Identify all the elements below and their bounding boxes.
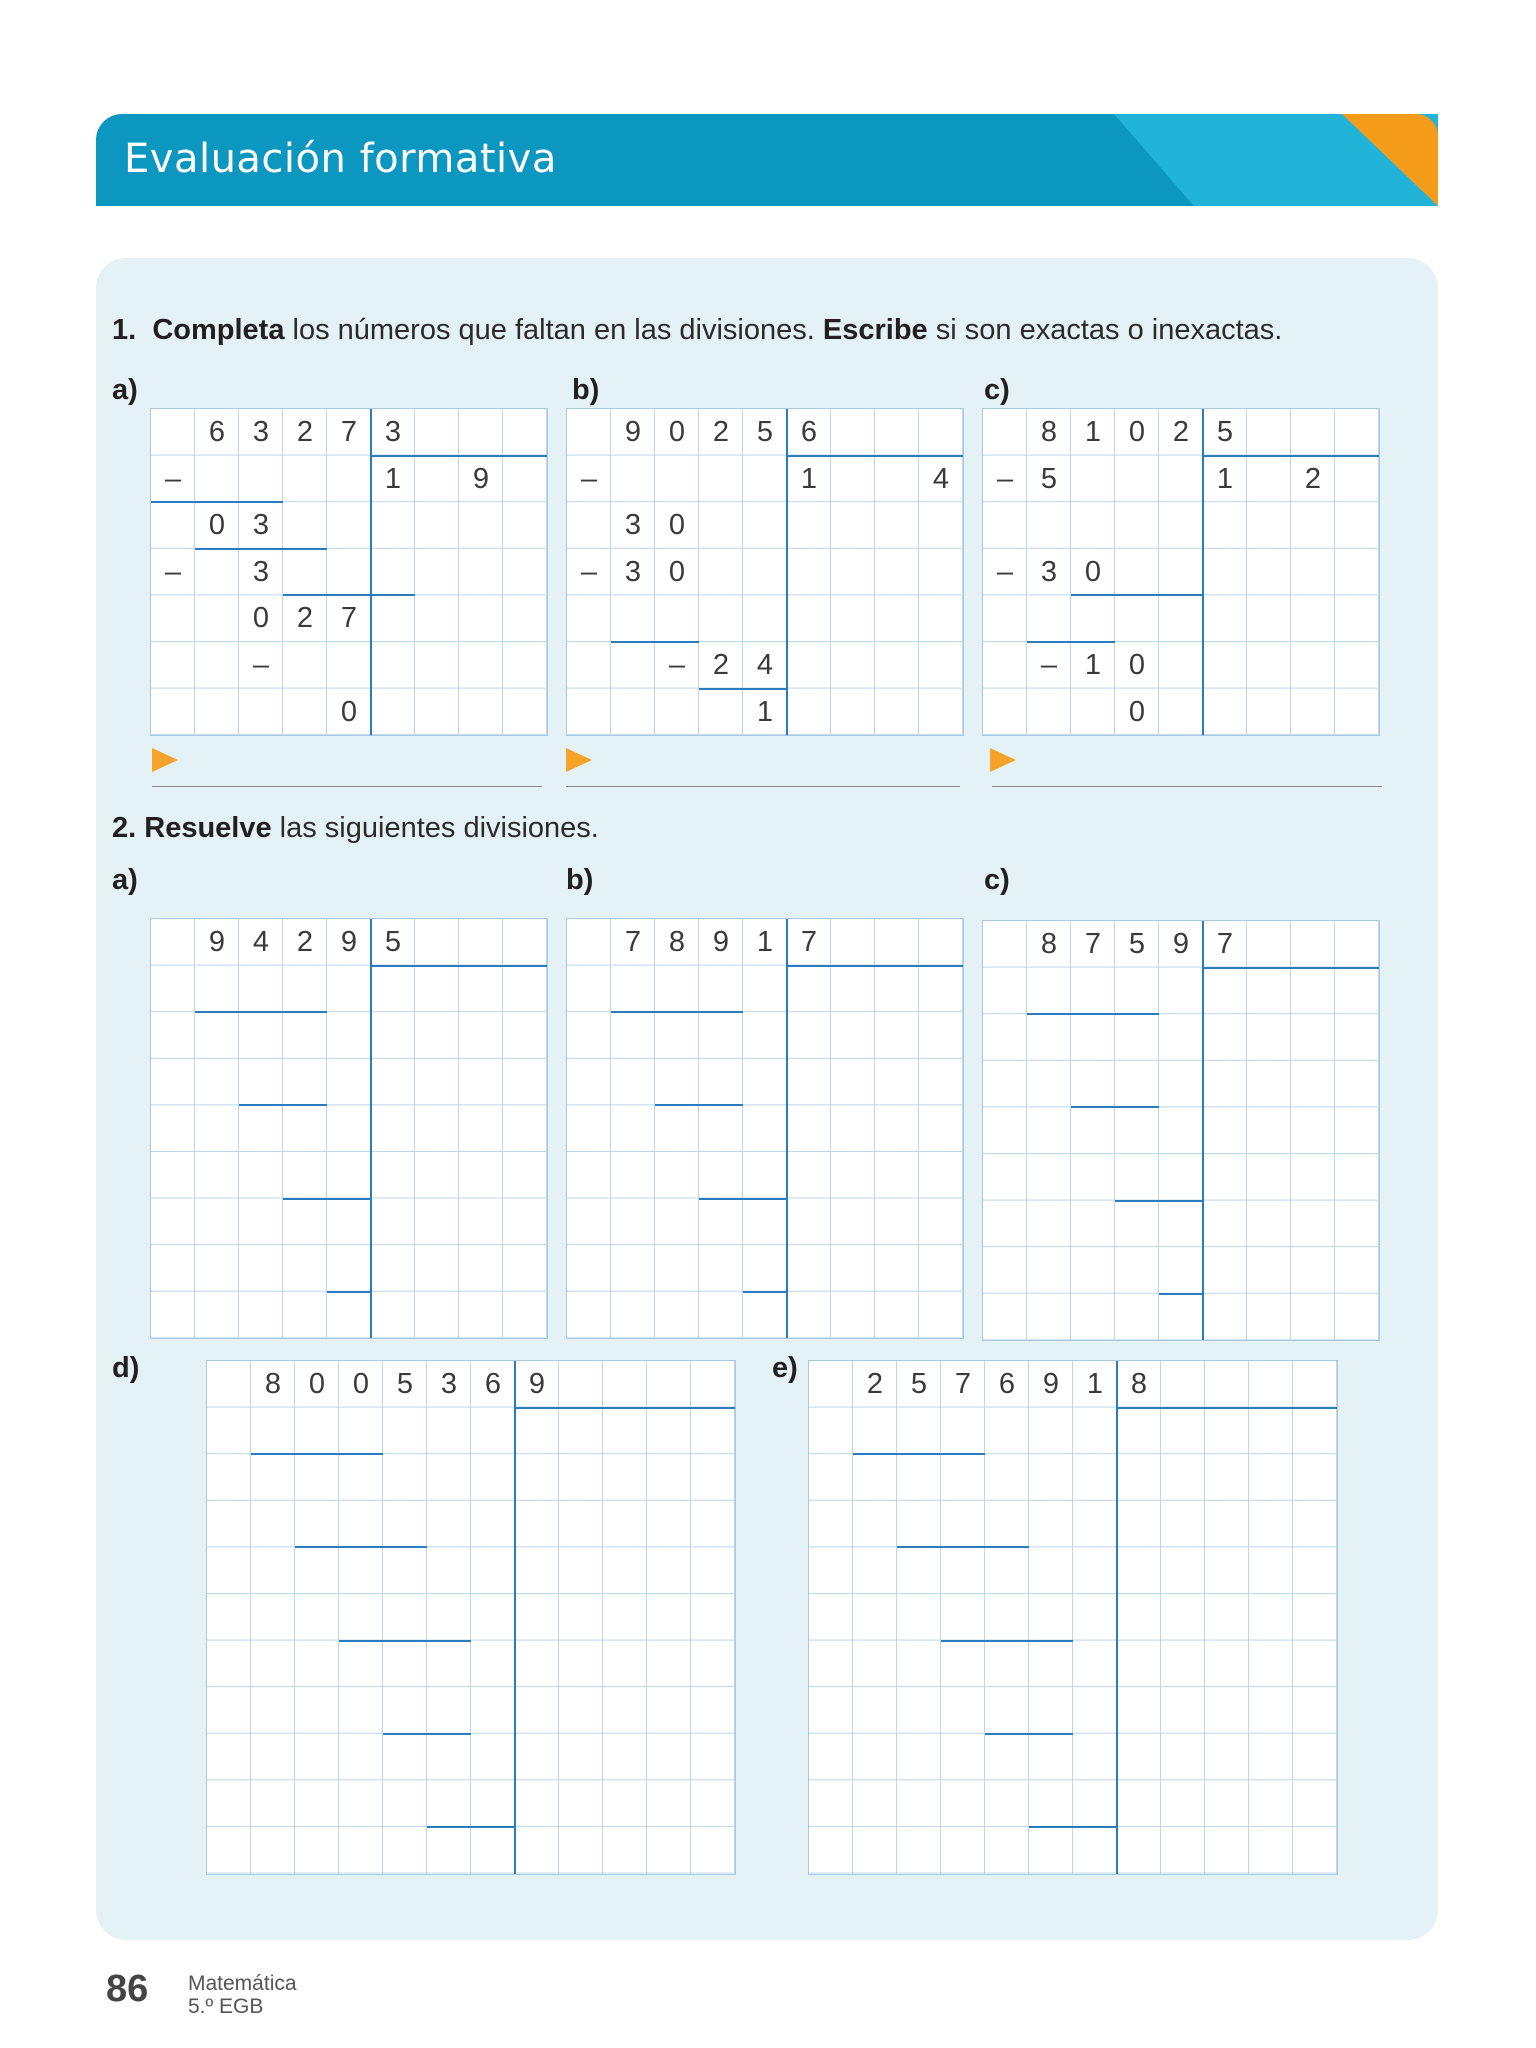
page-number: 86 <box>106 1968 149 2010</box>
work-digit: – <box>996 555 1014 588</box>
dividend-digit: 5 <box>910 1368 928 1400</box>
division-bar <box>370 919 372 1338</box>
dividend-digit: 8 <box>668 926 686 958</box>
work-digit: 3 <box>1040 555 1058 588</box>
divisor-digit: 8 <box>1130 1368 1148 1400</box>
divisor-digit: 7 <box>1216 928 1234 960</box>
dividend-digit: 6 <box>484 1368 502 1400</box>
dividend-digit: 2 <box>712 416 730 448</box>
work-digit: 0 <box>252 602 270 635</box>
quotient-line <box>787 965 963 967</box>
dividend-digit: 3 <box>440 1368 458 1400</box>
dividend-digit: 9 <box>208 926 226 958</box>
division-grid-q2-d[interactable] <box>206 1360 736 1875</box>
division-grid-q2-a[interactable] <box>150 918 548 1339</box>
subtraction-line <box>941 1640 1073 1642</box>
quotient-line <box>515 1407 735 1409</box>
dividend-digit: 0 <box>308 1368 326 1400</box>
work-digit: 1 <box>800 462 818 495</box>
subtraction-line <box>151 501 283 503</box>
dividend-digit: 6 <box>998 1368 1016 1400</box>
grade-level: 5.º EGB <box>188 1995 264 2018</box>
dividend-digit: 9 <box>1172 928 1190 960</box>
q2-text: las siguientes divisiones. <box>279 812 599 844</box>
work-digit: – <box>580 555 598 588</box>
subtraction-line <box>1115 1200 1203 1202</box>
division-grid-q1-b[interactable] <box>566 408 964 736</box>
division-grid-q2-c[interactable] <box>982 920 1380 1341</box>
q1-verb1: Completa <box>152 314 285 346</box>
work-digit: 0 <box>668 555 686 588</box>
divisor-digit: 3 <box>384 416 402 448</box>
subtraction-line <box>283 594 415 596</box>
subtraction-line <box>1029 1826 1117 1828</box>
work-digit: 1 <box>1084 649 1102 681</box>
dividend-digit: 8 <box>264 1368 282 1400</box>
dividend-digit: 3 <box>252 416 270 448</box>
q1-text2: si son exactas o inexactas. <box>935 314 1283 346</box>
work-digit: 0 <box>1128 695 1146 728</box>
dividend-digit: 4 <box>252 926 270 958</box>
dividend-digit: 1 <box>1084 416 1102 448</box>
division-grid-q1-a[interactable] <box>150 408 548 736</box>
q1-label-c: c) <box>984 374 1010 406</box>
q2-label-c: c) <box>984 864 1010 896</box>
work-digit: 1 <box>756 695 774 728</box>
work-digit: 2 <box>296 602 314 635</box>
quotient-line <box>371 965 547 967</box>
work-digit: 0 <box>208 509 226 542</box>
work-digit: – <box>164 555 182 588</box>
divisor-digit: 5 <box>384 926 402 958</box>
division-grid-q1-c[interactable] <box>982 408 1380 736</box>
subtraction-line <box>743 1291 787 1293</box>
subtraction-line <box>383 1733 471 1735</box>
dividend-digit: 7 <box>624 926 642 958</box>
subtraction-line <box>1027 1013 1159 1015</box>
subtraction-line <box>611 1011 743 1013</box>
subtraction-line <box>295 1546 427 1548</box>
q2-label-d: d) <box>112 1352 140 1384</box>
header-banner <box>96 114 1438 206</box>
dividend-digit: 7 <box>954 1368 972 1400</box>
dividend-digit: 9 <box>340 926 358 958</box>
q2-verb: Resuelve <box>144 812 272 844</box>
work-digit: 3 <box>624 509 642 542</box>
q1-label-a: a) <box>112 374 138 406</box>
subject-name: Matemática <box>188 1972 297 1995</box>
book-info <box>188 1972 297 2018</box>
work-digit: 0 <box>1128 649 1146 681</box>
work-digit: 1 <box>384 462 402 495</box>
dividend-digit: 5 <box>396 1368 414 1400</box>
dua-label: DUA <box>1204 13 1266 44</box>
subtraction-line <box>1071 594 1203 596</box>
q2-number: 2. <box>112 812 137 844</box>
subtraction-line <box>655 1104 743 1106</box>
work-digit: – <box>580 462 598 495</box>
subtraction-line <box>427 1826 515 1828</box>
divisor-digit: 7 <box>800 926 818 958</box>
subtraction-line <box>611 641 699 643</box>
dividend-digit: 2 <box>296 926 314 958</box>
subtraction-line <box>1071 1106 1159 1108</box>
work-digit: 5 <box>1040 462 1058 495</box>
work-digit: 9 <box>472 462 490 495</box>
question-2 <box>112 812 599 845</box>
dividend-digit: 7 <box>1084 928 1102 960</box>
answer-arrow-icon <box>990 748 1016 772</box>
question-1 <box>112 314 1282 347</box>
q1-label-b: b) <box>572 374 600 406</box>
work-digit: – <box>1040 649 1058 681</box>
division-bar <box>786 919 788 1338</box>
work-digit: 3 <box>252 555 270 588</box>
division-grid-q2-e[interactable] <box>808 1360 1338 1875</box>
subtraction-line <box>251 1453 383 1455</box>
section-title: Evaluación formativa <box>124 136 557 182</box>
dividend-digit: 2 <box>1172 416 1190 448</box>
subtraction-line <box>699 1198 787 1200</box>
subtraction-line <box>195 1011 327 1013</box>
subtraction-line <box>1027 641 1115 643</box>
answer-line-q1-a[interactable] <box>152 786 542 787</box>
subtraction-line <box>283 1198 371 1200</box>
work-digit: – <box>252 649 270 681</box>
work-digit: 0 <box>668 509 686 542</box>
q2-label-a: a) <box>112 864 138 896</box>
q1-number: 1. <box>112 314 137 346</box>
dividend-digit: 6 <box>208 416 226 448</box>
dividend-digit: 9 <box>1042 1368 1060 1400</box>
subtraction-line <box>339 1640 471 1642</box>
dividend-digit: 7 <box>340 416 358 448</box>
work-digit: – <box>164 462 182 495</box>
work-digit: 2 <box>712 649 730 681</box>
division-grid-q2-b[interactable] <box>566 918 964 1339</box>
subtraction-line <box>897 1546 1029 1548</box>
work-digit: 0 <box>340 695 358 728</box>
q2-label-e: e) <box>772 1352 798 1384</box>
work-digit: – <box>668 649 686 681</box>
work-digit: – <box>996 462 1014 495</box>
dividend-digit: 1 <box>756 926 774 958</box>
work-digit: 4 <box>932 462 950 495</box>
subtraction-line <box>699 688 787 690</box>
divisor-digit: 6 <box>800 416 818 448</box>
dividend-digit: 9 <box>624 416 642 448</box>
dividend-digit: 0 <box>668 416 686 448</box>
work-digit: 0 <box>1084 555 1102 588</box>
dividend-digit: 0 <box>352 1368 370 1400</box>
dividend-digit: 5 <box>756 416 774 448</box>
dua-badge <box>1060 14 1410 78</box>
division-bar <box>514 1361 516 1874</box>
subtraction-line <box>985 1733 1073 1735</box>
subtraction-line <box>239 1104 327 1106</box>
answer-line-q1-c[interactable] <box>992 786 1382 787</box>
dividend-digit: 8 <box>1040 928 1058 960</box>
work-digit: 1 <box>1216 462 1234 495</box>
dividend-digit: 9 <box>712 926 730 958</box>
subtraction-line <box>327 1291 371 1293</box>
q1-verb2: Escribe <box>822 314 928 346</box>
work-digit: 3 <box>252 509 270 542</box>
work-digit: 3 <box>624 555 642 588</box>
divisor-digit: 5 <box>1216 416 1234 448</box>
subtraction-line <box>853 1453 985 1455</box>
dividend-digit: 0 <box>1128 416 1146 448</box>
subtraction-line <box>195 548 327 550</box>
work-digit: 4 <box>756 649 774 681</box>
quotient-line <box>1203 967 1379 969</box>
division-bar <box>1202 921 1204 1340</box>
answer-line-q1-b[interactable] <box>566 786 960 787</box>
quotient-line <box>1117 1407 1337 1409</box>
work-digit: 2 <box>1304 462 1322 495</box>
dua-subtitle: Acción y expresión <box>1120 47 1350 75</box>
dividend-digit: 8 <box>1040 416 1058 448</box>
dividend-digit: 2 <box>296 416 314 448</box>
dividend-digit: 5 <box>1128 928 1146 960</box>
subtraction-line <box>1159 1293 1203 1295</box>
answer-arrow-icon <box>152 748 178 772</box>
divisor-digit: 9 <box>528 1368 546 1400</box>
q2-label-b: b) <box>566 864 594 896</box>
division-bar <box>1116 1361 1118 1874</box>
q1-text1: los números que faltan en las divisiones. <box>292 314 815 346</box>
dividend-digit: 1 <box>1086 1368 1104 1400</box>
work-digit: 7 <box>340 602 358 635</box>
dividend-digit: 2 <box>866 1368 884 1400</box>
answer-arrow-icon <box>566 748 592 772</box>
